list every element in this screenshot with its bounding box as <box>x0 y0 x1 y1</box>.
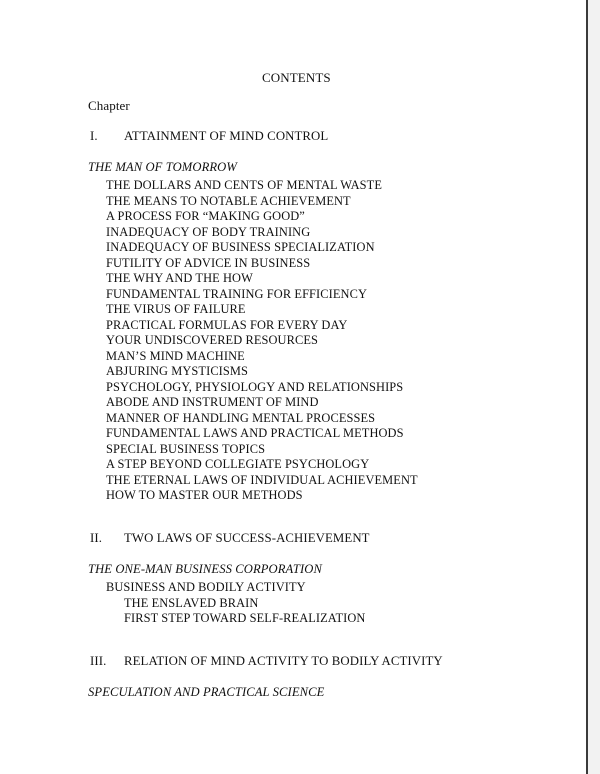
toc-entry: FUNDAMENTAL LAWS AND PRACTICAL METHODS <box>106 426 404 440</box>
chapter-3-number: III. <box>90 654 107 668</box>
toc-entry: FUTILITY OF ADVICE IN BUSINESS <box>106 256 311 270</box>
toc-entry: A STEP BEYOND COLLEGIATE PSYCHOLOGY <box>106 457 370 471</box>
toc-entry: ABJURING MYSTICISMS <box>106 364 249 378</box>
chapter-2-part: THE ONE-MAN BUSINESS CORPORATION <box>88 562 322 576</box>
chapter-1-title: ATTAINMENT OF MIND CONTROL <box>124 129 329 143</box>
toc-entry: THE VIRUS OF FAILURE <box>106 302 246 316</box>
toc-entry: INADEQUACY OF BODY TRAINING <box>106 225 311 239</box>
toc-entry: A PROCESS FOR “MAKING GOOD” <box>106 209 305 223</box>
toc-entry: THE ETERNAL LAWS OF INDIVIDUAL ACHIEVEMENT <box>106 473 418 487</box>
toc-entry: YOUR UNDISCOVERED RESOURCES <box>106 333 318 347</box>
chapter-3-title: RELATION OF MIND ACTIVITY TO BODILY ACTIVITY <box>124 654 443 668</box>
chapter-1-part: THE MAN OF TOMORROW <box>88 160 237 174</box>
chapter-1-number: I. <box>90 129 98 143</box>
toc-entry: PRACTICAL FORMULAS FOR EVERY DAY <box>106 318 348 332</box>
toc-entry: THE MEANS TO NOTABLE ACHIEVEMENT <box>106 194 351 208</box>
toc-entry: BUSINESS AND BODILY ACTIVITY <box>106 580 306 594</box>
toc-entry: MANNER OF HANDLING MENTAL PROCESSES <box>106 411 376 425</box>
toc-subentry: THE ENSLAVED BRAIN <box>124 596 259 610</box>
chapter-3-part: SPECULATION AND PRACTICAL SCIENCE <box>88 685 325 699</box>
toc-subentry: FIRST STEP TOWARD SELF-REALIZATION <box>124 611 366 625</box>
chapter-2-number: II. <box>90 531 103 545</box>
toc-entry: THE WHY AND THE HOW <box>106 271 253 285</box>
chapter-2-title: TWO LAWS OF SUCCESS-ACHIEVEMENT <box>124 531 370 545</box>
toc-entry: FUNDAMENTAL TRAINING FOR EFFICIENCY <box>106 287 367 301</box>
toc-entry: INADEQUACY OF BUSINESS SPECIALIZATION <box>106 240 375 254</box>
contents-heading: CONTENTS <box>262 70 331 85</box>
toc-entry: THE DOLLARS AND CENTS OF MENTAL WASTE <box>106 178 382 192</box>
toc-entry: ABODE AND INSTRUMENT OF MIND <box>106 395 319 409</box>
toc-entry: PSYCHOLOGY, PHYSIOLOGY AND RELATIONSHIPS <box>106 380 404 394</box>
page-gutter <box>588 0 600 774</box>
toc-entry: MAN’S MIND MACHINE <box>106 349 245 363</box>
chapter-label: Chapter <box>88 98 130 113</box>
toc-entry: HOW TO MASTER OUR METHODS <box>106 488 303 502</box>
toc-entry: SPECIAL BUSINESS TOPICS <box>106 442 266 456</box>
